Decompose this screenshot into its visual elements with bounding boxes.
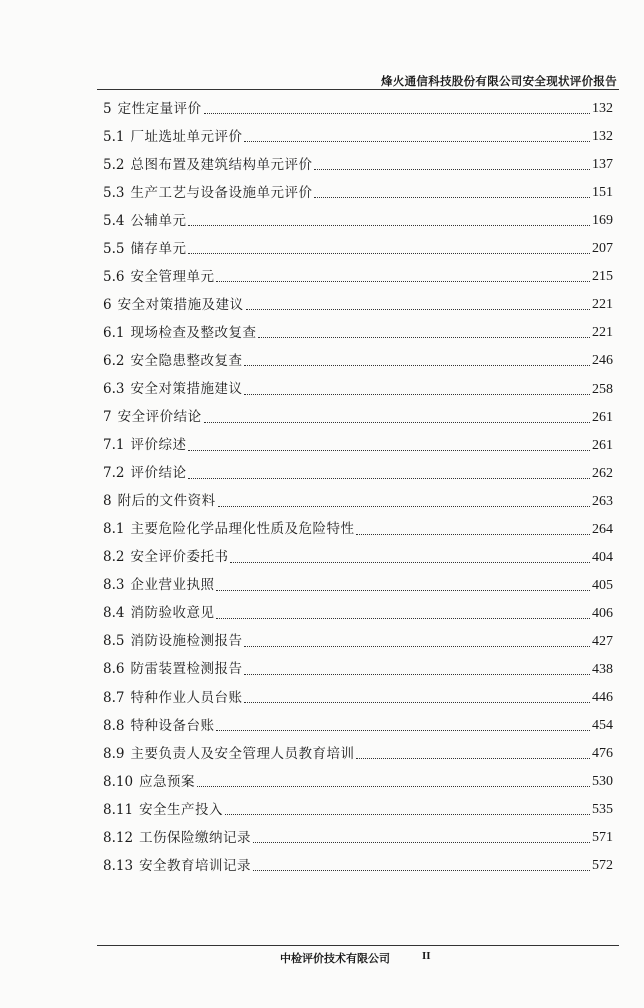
toc-entry-number: 8.5: [103, 633, 125, 650]
toc-entry-number: 6: [103, 296, 112, 313]
toc-dot-leader: [218, 506, 590, 507]
toc-dot-leader: [314, 169, 590, 170]
toc-entry-page: 535: [592, 802, 613, 818]
toc-entry-number: 8.9: [103, 745, 125, 762]
footer-divider: [97, 945, 619, 946]
toc-entry-title: 安全评价结论: [117, 409, 202, 426]
toc-dot-leader: [246, 309, 590, 310]
toc-entry-page: 438: [592, 661, 613, 677]
toc-entry-number: 8.4: [103, 605, 125, 622]
toc-entry-page: 215: [592, 269, 613, 285]
toc-dot-leader: [244, 394, 590, 395]
toc-entry-title: 安全对策措施建议: [130, 381, 243, 398]
toc-entry[interactable]: [103, 403, 613, 431]
toc-entry[interactable]: [103, 290, 613, 318]
toc-entry-title: 安全生产投入: [139, 801, 224, 818]
toc-dot-leader: [188, 253, 590, 254]
toc-entry-number: 5.5: [103, 240, 125, 257]
toc-entry-title: 特种设备台账: [130, 717, 215, 734]
toc-entry[interactable]: [103, 234, 613, 262]
footer-company-name: 中检评价技术有限公司: [280, 952, 390, 965]
toc-entry-page: 258: [592, 381, 613, 397]
toc-entry-number: 8.1: [103, 521, 125, 538]
toc-entry-page: 151: [592, 185, 613, 201]
toc-entry-page: 405: [592, 577, 613, 593]
toc-entry[interactable]: [103, 627, 613, 655]
toc-entry-number: 5.3: [103, 184, 125, 201]
toc-entry-title: 评价结论: [130, 465, 187, 482]
toc-entry-title: 安全对策措施及建议: [117, 296, 244, 313]
toc-entry-page: 446: [592, 690, 613, 706]
toc-entry-number: 8.13: [103, 857, 134, 874]
toc-entry-number: 7: [103, 409, 112, 426]
toc-entry-number: 6.1: [103, 324, 125, 341]
toc-entry-number: 5.6: [103, 268, 125, 285]
toc-entry-number: 8.3: [103, 577, 125, 594]
toc-entry-number: 8.6: [103, 661, 125, 678]
toc-entry-number: 5.1: [103, 128, 125, 145]
toc-entry-page: 261: [592, 409, 613, 425]
toc-entry-number: 8.8: [103, 717, 125, 734]
toc-entry-page: 169: [592, 213, 613, 229]
toc-entry-title: 厂址选址单元评价: [130, 128, 243, 145]
toc-dot-leader: [244, 365, 590, 366]
toc-dot-leader: [314, 197, 590, 198]
toc-entry[interactable]: [103, 823, 613, 851]
toc-entry-number: 5.2: [103, 156, 125, 173]
toc-entry[interactable]: [103, 178, 613, 206]
toc-entry[interactable]: [103, 767, 613, 795]
toc-entry[interactable]: [103, 543, 613, 571]
toc-entry-title: 附后的文件资料: [117, 493, 216, 510]
toc-dot-leader: [188, 478, 590, 479]
toc-entry-title: 安全管理单元: [130, 268, 215, 285]
toc-entry-number: 5: [103, 100, 112, 117]
toc-entry-title: 现场检查及整改复查: [130, 324, 257, 341]
toc-dot-leader: [216, 281, 590, 282]
toc-dot-leader: [253, 842, 590, 843]
toc-dot-leader: [244, 674, 590, 675]
toc-entry[interactable]: [103, 94, 613, 122]
toc-entry-number: 8.11: [103, 801, 134, 818]
toc-entry-page: 261: [592, 437, 613, 453]
toc-entry-title: 公辅单元: [130, 212, 187, 229]
toc-dot-leader: [258, 337, 590, 338]
toc-entry-title: 防雷装置检测报告: [130, 661, 243, 678]
toc-entry-title: 评价综述: [130, 437, 187, 454]
toc-entry-title: 定性定量评价: [117, 100, 202, 117]
toc-dot-leader: [253, 870, 590, 871]
toc-dot-leader: [230, 562, 590, 563]
toc-entry-page: 530: [592, 774, 613, 790]
toc-entry-page: 571: [592, 830, 613, 846]
toc-entry[interactable]: [103, 318, 613, 346]
toc-entry[interactable]: [103, 851, 613, 879]
toc-entry-page: 427: [592, 633, 613, 649]
toc-entry-title: 储存单元: [130, 240, 187, 257]
toc-entry[interactable]: [103, 206, 613, 234]
toc-entry[interactable]: [103, 739, 613, 767]
toc-entry-number: 5.4: [103, 212, 125, 229]
toc-entry-page: 572: [592, 858, 613, 874]
toc-dot-leader: [216, 590, 590, 591]
toc-entry-page: 207: [592, 241, 613, 257]
toc-entry[interactable]: [103, 262, 613, 290]
toc-entry-page: 454: [592, 718, 613, 734]
toc-entry-title: 特种作业人员台账: [130, 689, 243, 706]
toc-dot-leader: [204, 422, 590, 423]
toc-entry-number: 8.12: [103, 829, 134, 846]
toc-entry-title: 应急预案: [139, 773, 196, 790]
toc-dot-leader: [244, 141, 590, 142]
toc-entry-title: 消防验收意见: [130, 605, 215, 622]
toc-entry[interactable]: [103, 487, 613, 515]
header-divider: [97, 89, 619, 90]
toc-dot-leader: [216, 730, 590, 731]
toc-dot-leader: [244, 702, 590, 703]
toc-entry[interactable]: [103, 122, 613, 150]
toc-entry-number: 8.10: [103, 773, 134, 790]
toc-entry-page: 221: [592, 325, 613, 341]
toc-entry-page: 132: [592, 129, 613, 145]
toc-entry-page: 476: [592, 746, 613, 762]
toc-entry[interactable]: [103, 711, 613, 739]
toc-entry-title: 消防设施检测报告: [130, 633, 243, 650]
toc-entry-page: 406: [592, 605, 613, 621]
toc-dot-leader: [356, 534, 590, 535]
toc-entry-page: 246: [592, 353, 613, 369]
toc-entry-title: 企业营业执照: [130, 577, 215, 594]
toc-dot-leader: [188, 450, 590, 451]
toc-entry-page: 132: [592, 101, 613, 117]
toc-entry-page: 137: [592, 157, 613, 173]
toc-entry[interactable]: [103, 515, 613, 543]
toc-entry-number: 8.2: [103, 549, 125, 566]
table-of-contents: [103, 94, 613, 879]
toc-entry[interactable]: [103, 150, 613, 178]
toc-entry[interactable]: [103, 795, 613, 823]
toc-dot-leader: [188, 225, 590, 226]
toc-entry-title: 主要负责人及安全管理人员教育培训: [130, 745, 355, 762]
toc-entry[interactable]: [103, 571, 613, 599]
toc-dot-leader: [216, 618, 590, 619]
toc-entry-page: 404: [592, 549, 613, 565]
toc-entry-title: 安全教育培训记录: [139, 857, 252, 874]
toc-dot-leader: [244, 646, 590, 647]
toc-entry-page: 262: [592, 465, 613, 481]
toc-dot-leader: [356, 758, 590, 759]
toc-entry[interactable]: [103, 346, 613, 374]
toc-entry-page: 263: [592, 493, 613, 509]
toc-entry-title: 生产工艺与设备设施单元评价: [130, 184, 313, 201]
toc-entry[interactable]: [103, 459, 613, 487]
toc-entry-number: 8: [103, 493, 112, 510]
toc-dot-leader: [204, 113, 590, 114]
toc-dot-leader: [225, 814, 590, 815]
toc-entry-number: 8.7: [103, 689, 125, 706]
toc-entry-number: 7.1: [103, 437, 125, 454]
toc-entry[interactable]: [103, 431, 613, 459]
toc-entry-number: 6.2: [103, 352, 125, 369]
footer-page-number: II: [422, 950, 431, 962]
toc-entry[interactable]: [103, 683, 613, 711]
toc-entry-title: 主要危险化学品理化性质及危险特性: [130, 521, 355, 538]
toc-entry-number: 7.2: [103, 465, 125, 482]
toc-entry-title: 安全评价委托书: [130, 549, 229, 566]
toc-entry[interactable]: [103, 374, 613, 402]
toc-entry-number: 6.3: [103, 381, 125, 398]
toc-dot-leader: [197, 786, 590, 787]
toc-entry-page: 264: [592, 521, 613, 537]
toc-entry[interactable]: [103, 655, 613, 683]
toc-entry-title: 安全隐患整改复查: [130, 352, 243, 369]
toc-entry-title: 总图布置及建筑结构单元评价: [130, 156, 313, 173]
toc-entry[interactable]: [103, 599, 613, 627]
toc-entry-title: 工伤保险缴纳记录: [139, 829, 252, 846]
toc-entry-page: 221: [592, 297, 613, 313]
document-header-title: 烽火通信科技股份有限公司安全现状评价报告: [381, 74, 617, 88]
